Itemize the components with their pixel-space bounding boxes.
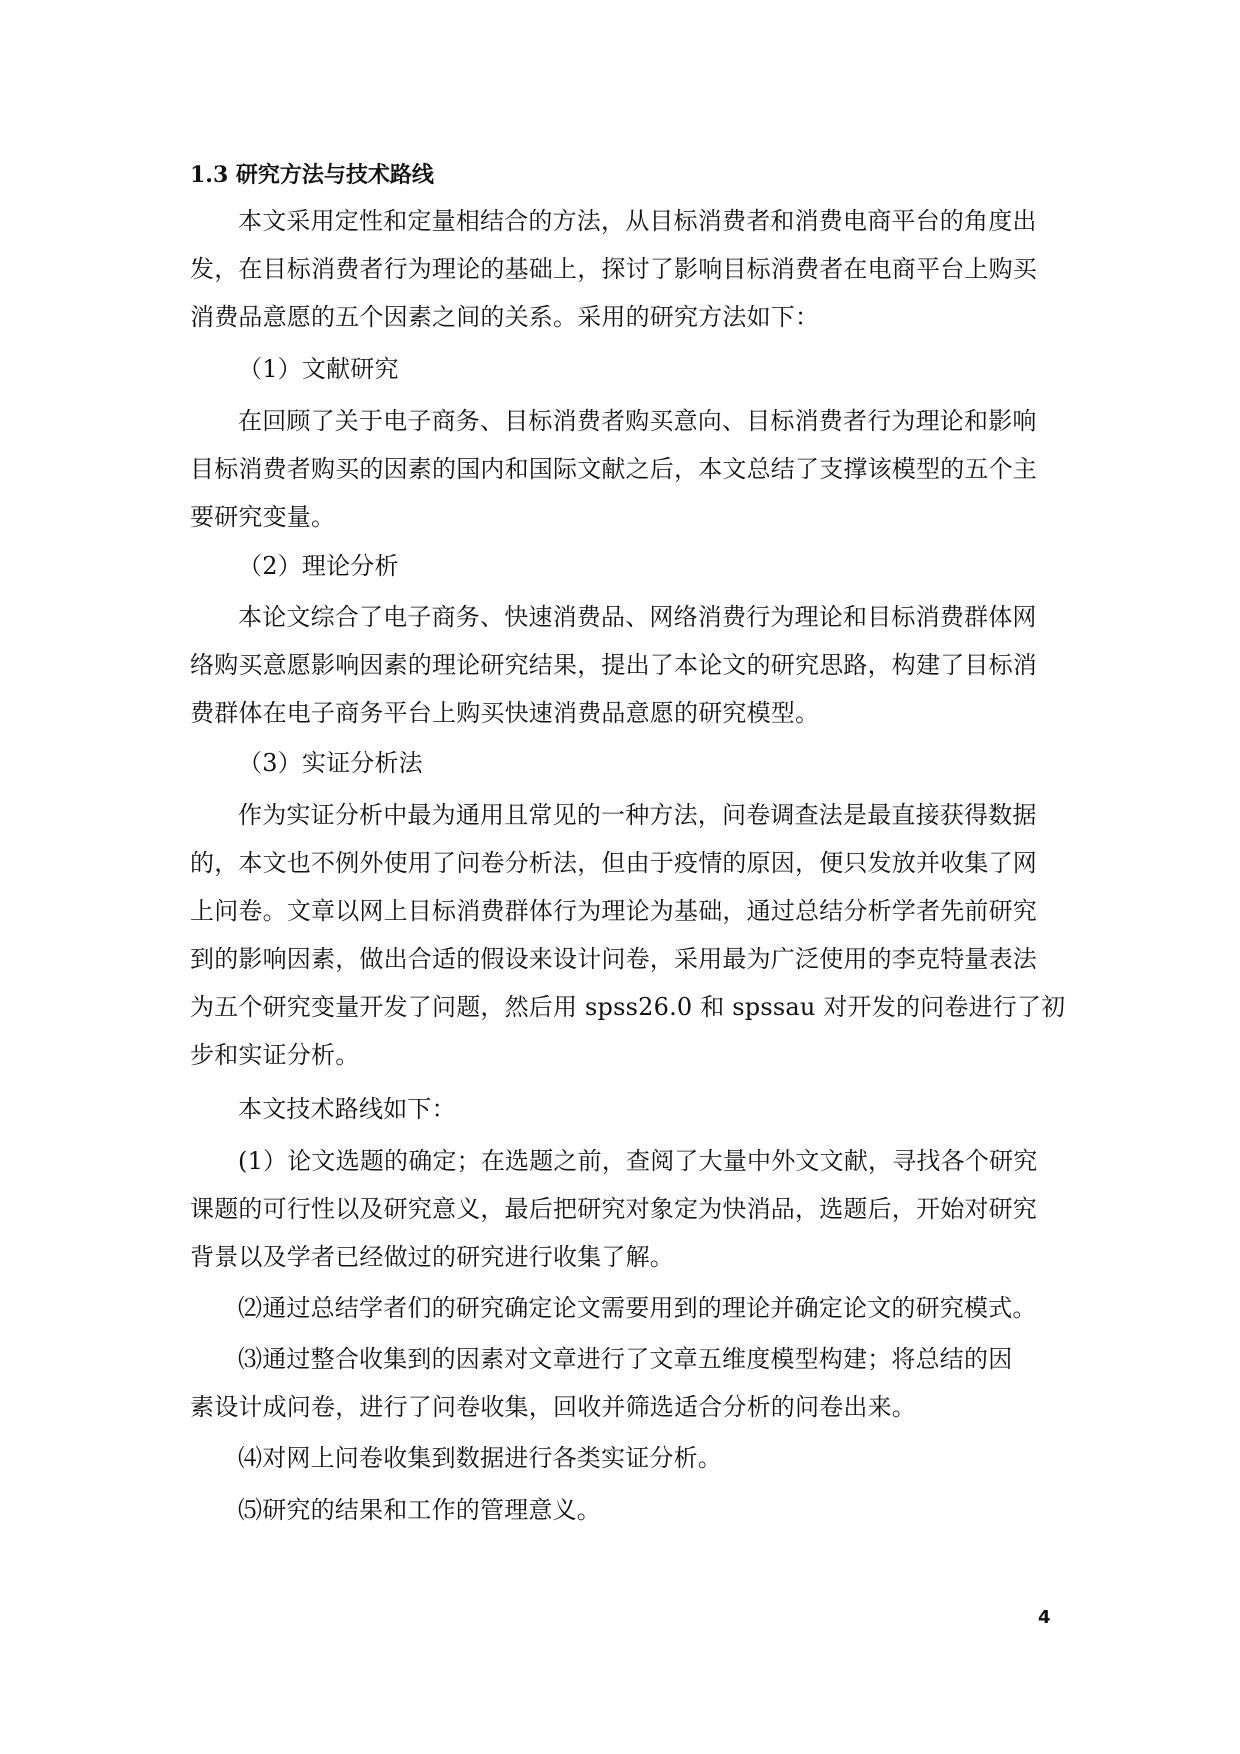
paragraph-line: 络购买意愿影响因素的理论研究结果，提出了本论文的研究思路，构建了目标消 xyxy=(190,651,1037,679)
paragraph-line: 素设计成问卷，进行了问卷收集，回收并筛选适合分析的问卷出来。 xyxy=(190,1393,916,1421)
paragraph-line: 作为实证分析中最为通用且常见的一种方法，问卷调查法是最直接获得数据 xyxy=(238,801,1037,829)
list-item: (1）论文选题的确定；在选题之前，查阅了大量中外文文献，寻找各个研究 xyxy=(238,1147,1038,1175)
paragraph-line: 目标消费者购买的因素的国内和国际文献之后，本文总结了支撑该模型的五个主 xyxy=(190,455,1037,483)
paragraph-line: 消费品意愿的五个因素之间的关系。采用的研究方法如下： xyxy=(190,303,820,331)
paragraph-line: 本文技术路线如下： xyxy=(238,1095,456,1123)
paragraph-line: 在回顾了关于电子商务、目标消费者购买意向、目标消费者行为理论和影响 xyxy=(238,407,1037,435)
paragraph-line: 为五个研究变量开发了问题，然后用 spss26.0 和 spssau 对开发的问卷进行了初 xyxy=(190,993,1066,1021)
paragraph-line: 上问卷。文章以网上目标消费群体行为理论为基础，通过总结分析学者先前研究 xyxy=(190,897,1037,925)
paragraph-line: 到的影响因素，做出合适的假设来设计问卷，采用最为广泛使用的李克特量表法 xyxy=(190,945,1037,973)
paragraph-line: 课题的可行性以及研究意义，最后把研究对象定为快消品，选题后，开始对研究 xyxy=(190,1195,1037,1223)
paragraph-line: 要研究变量。 xyxy=(190,503,336,531)
list-item: ⑷对网上问卷收集到数据进行各类实证分析。 xyxy=(238,1444,722,1472)
subsection-label: （2）理论分析 xyxy=(238,552,399,580)
section-heading: 1.3 研究方法与技术路线 xyxy=(190,162,434,188)
paragraph-line: 本文采用定性和定量相结合的方法，从目标消费者和消费电商平台的角度出 xyxy=(238,207,1037,235)
paragraph-line: 本论文综合了电子商务、快速消费品、网络消费行为理论和目标消费群体网 xyxy=(238,603,1037,631)
paragraph-line: 步和实证分析。 xyxy=(190,1041,360,1069)
list-item: ⑵通过总结学者们的研究确定论文需要用到的理论并确定论文的研究模式。 xyxy=(238,1294,1037,1322)
paragraph-line: 背景以及学者已经做过的研究进行收集了解。 xyxy=(190,1243,674,1271)
list-item: ⑸研究的结果和工作的管理意义。 xyxy=(238,1496,601,1524)
paragraph-line: 的，本文也不例外使用了问卷分析法，但由于疫情的原因，便只发放并收集了网 xyxy=(190,849,1037,877)
subsection-label: （1）文献研究 xyxy=(238,355,399,383)
page-number: 4 xyxy=(1038,1607,1051,1628)
paragraph-line: 费群体在电子商务平台上购买快速消费品意愿的研究模型。 xyxy=(190,699,820,727)
list-item: ⑶通过整合收集到的因素对文章进行了文章五维度模型构建；将总结的因 xyxy=(238,1345,1013,1373)
paragraph-line: 发，在目标消费者行为理论的基础上，探讨了影响目标消费者在电商平台上购买 xyxy=(190,255,1037,283)
subsection-label: （3）实证分析法 xyxy=(238,749,423,777)
